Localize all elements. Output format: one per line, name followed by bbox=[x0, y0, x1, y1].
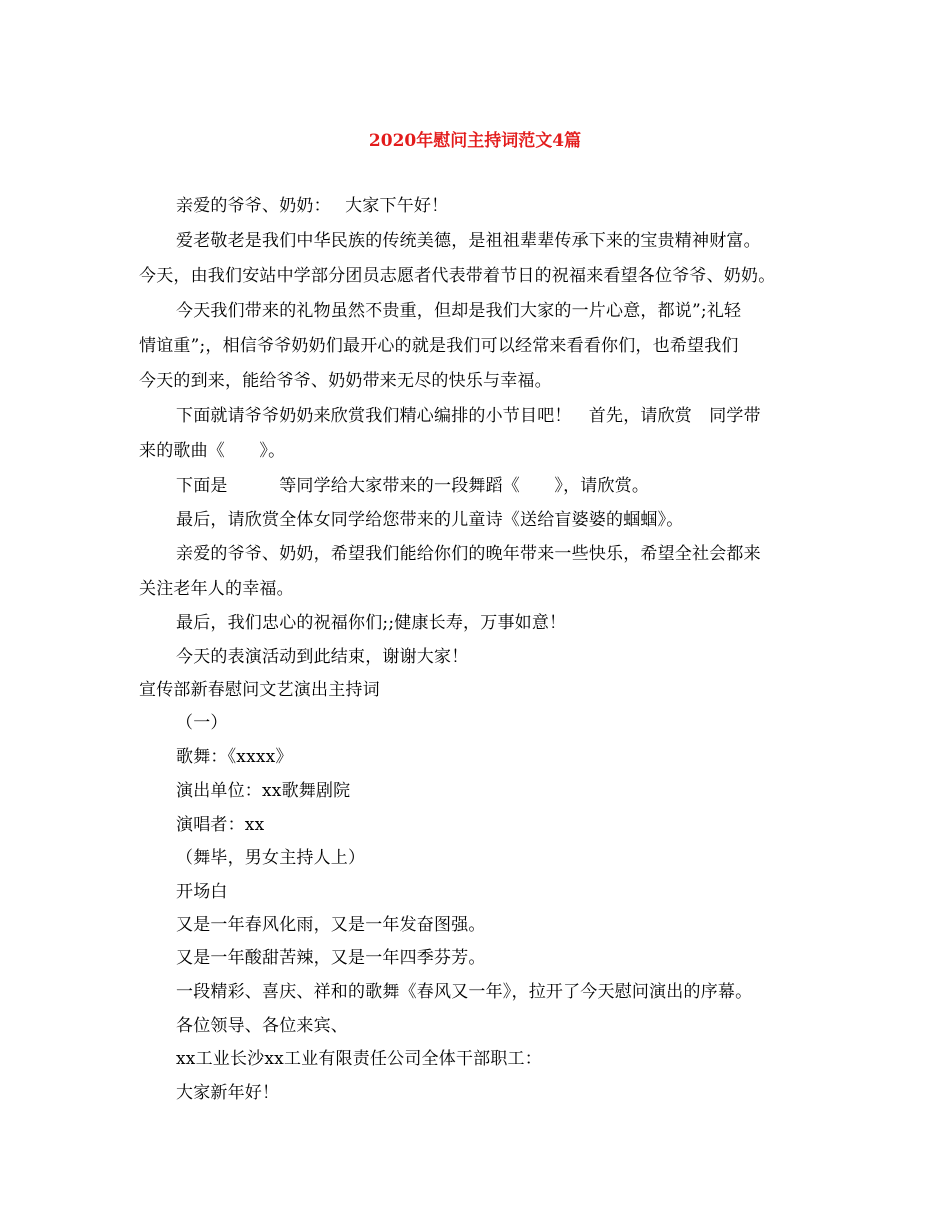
paragraph-line: 又是一年春风化雨，又是一年发奋图强。 bbox=[176, 915, 486, 935]
section-heading: 宣传部新春慰问文艺演出主持词 bbox=[139, 680, 380, 700]
paragraph-line: 亲爱的爷爷、奶奶： 大家下午好！ bbox=[176, 196, 449, 216]
paragraph-line: 下面就请爷爷奶奶来欣赏我们精心编排的小节目吧！ 首先，请欣赏 同学带 bbox=[176, 406, 761, 426]
paragraph-line: 今天，由我们安站中学部分团员志愿者代表带着节日的祝福来看望各位爷爷、奶奶。 bbox=[139, 266, 776, 286]
paragraph-line: 今天的到来，能给爷爷、奶奶带来无尽的快乐与幸福。 bbox=[139, 371, 552, 391]
paragraph-line: 各位领导、各位来宾、 bbox=[176, 1016, 348, 1036]
paragraph-line: 今天我们带来的礼物虽然不贵重，但却是我们大家的一片心意，都说”;礼轻 bbox=[176, 301, 742, 321]
paragraph-line: 开场白 bbox=[176, 882, 228, 902]
paragraph-line: 今天的表演活动到此结束，谢谢大家！ bbox=[176, 647, 469, 667]
paragraph-line: 大家新年好！ bbox=[176, 1083, 280, 1103]
paragraph-line: 最后，请欣赏全体女同学给您带来的儿童诗《送给盲婆婆的蝈蝈》。 bbox=[176, 510, 684, 530]
paragraph-line: 爱老敬老是我们中华民族的传统美德，是祖祖辈辈传承下来的宝贵精神财富。 bbox=[176, 231, 761, 251]
paragraph-line: 最后，我们忠心的祝福你们;;健康长寿，万事如意！ bbox=[176, 613, 567, 633]
paragraph-line: （一） bbox=[176, 713, 228, 733]
paragraph-line: 一段精彩、喜庆、祥和的歌舞《春风又一年》，拉开了今天慰问演出的序幕。 bbox=[176, 982, 753, 1002]
paragraph-line: 下面是 等同学给大家带来的一段舞蹈《 》，请欣赏。 bbox=[176, 476, 650, 496]
paragraph-line: 歌舞：《xxxx》 bbox=[176, 747, 293, 767]
paragraph-line: 又是一年酸甜苦辣，又是一年四季芬芳。 bbox=[176, 948, 486, 968]
paragraph-line: xx工业长沙xx工业有限责任公司全体干部职工： bbox=[176, 1049, 542, 1069]
paragraph-line: 关注老年人的幸福。 bbox=[139, 579, 294, 599]
paragraph-line: （舞毕，男女主持人上） bbox=[176, 848, 366, 868]
document-title: 2020年慰问主持词范文4篇 bbox=[368, 131, 582, 151]
paragraph-line: 情谊重”;，相信爷爷奶奶们最开心的就是我们可以经常来看看你们，也希望我们 bbox=[139, 336, 739, 356]
paragraph-line: 亲爱的爷爷、奶奶，希望我们能给你们的晚年带来一些快乐，希望全社会都来 bbox=[176, 544, 761, 564]
paragraph-line: 演出单位：xx歌舞剧院 bbox=[176, 781, 351, 801]
paragraph-line: 来的歌曲《 》。 bbox=[139, 441, 286, 461]
paragraph-line: 演唱者：xx bbox=[176, 815, 265, 835]
